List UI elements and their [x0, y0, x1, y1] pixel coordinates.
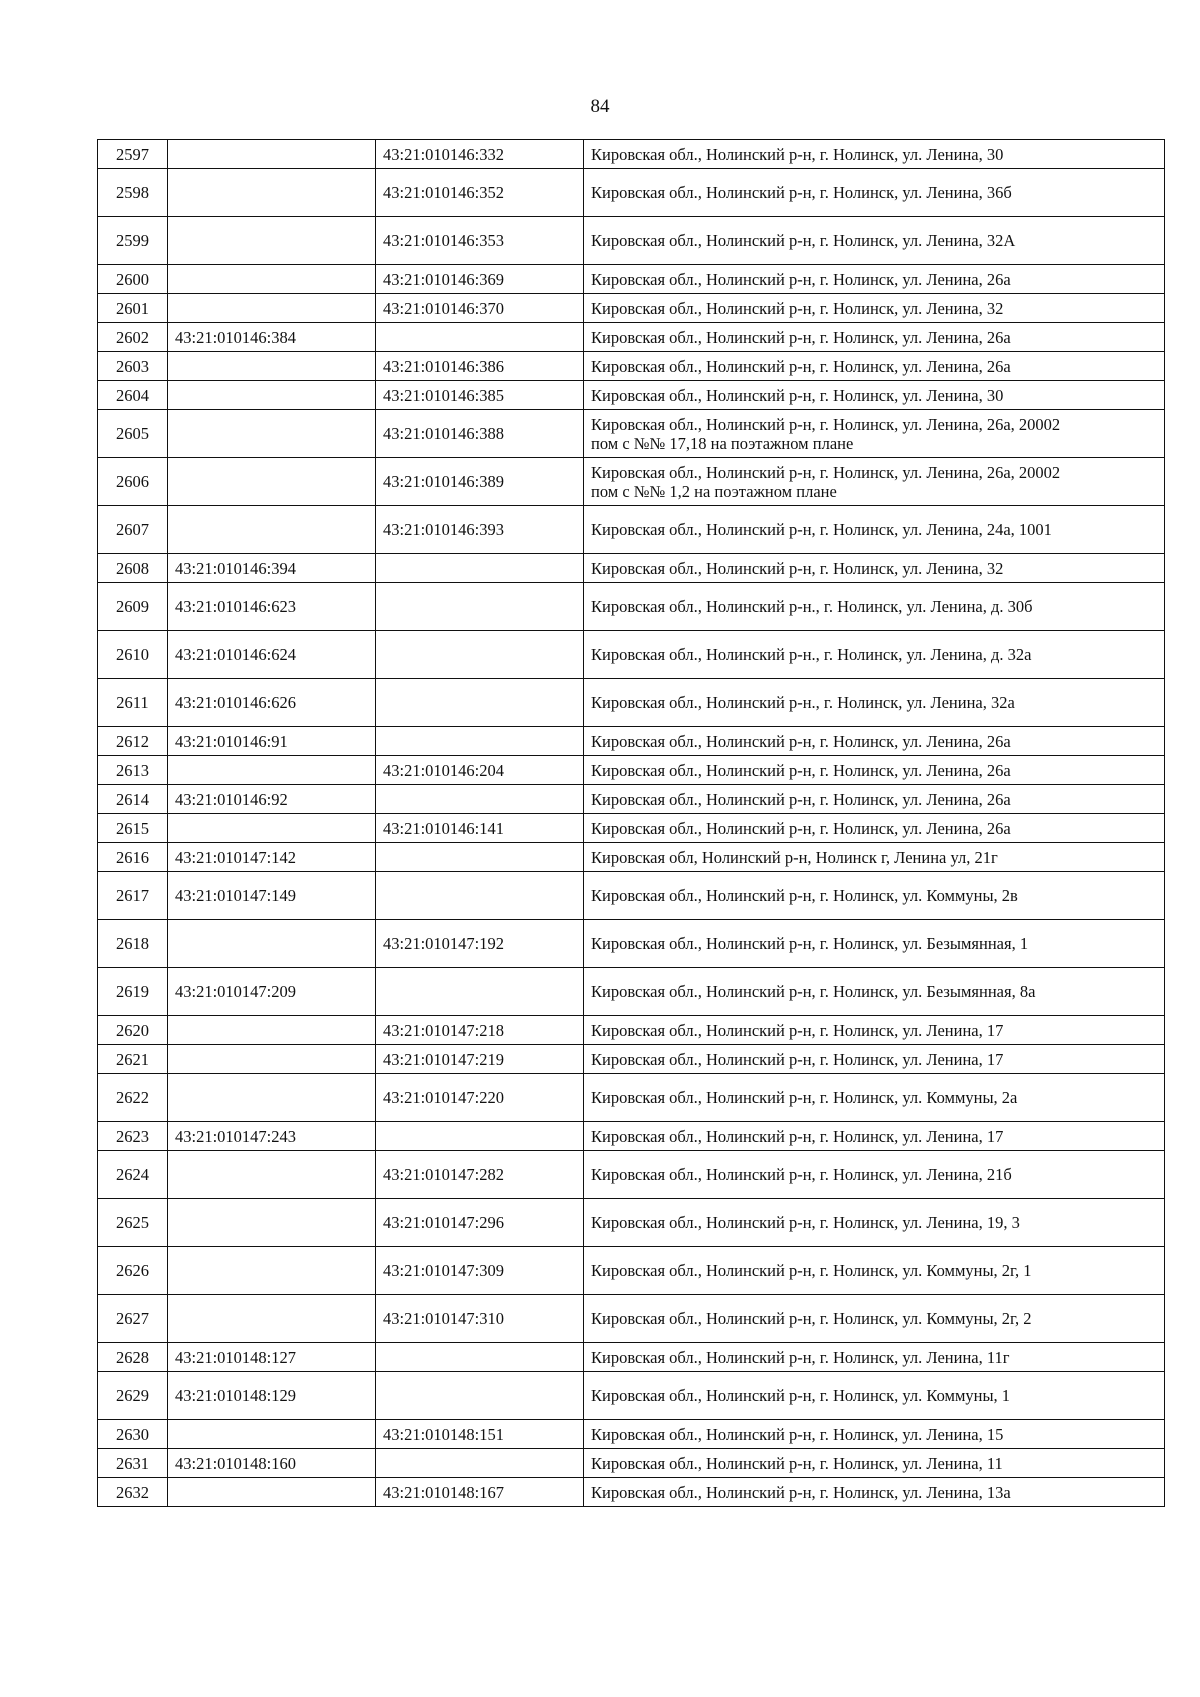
table-row — [98, 323, 1165, 352]
cadastral-number-alt-cell: 43:21:010146:353 — [376, 217, 584, 265]
cadastral-number-alt-cell — [376, 631, 584, 679]
row-number-cell: 2618 — [98, 920, 168, 968]
cadastral-number-alt-cell: 43:21:010146:204 — [376, 756, 584, 785]
table-row — [98, 410, 1165, 458]
row-number-cell: 2624 — [98, 1151, 168, 1199]
cadastral-number-alt-cell — [376, 727, 584, 756]
cadastral-number-cell: 43:21:010146:394 — [168, 554, 376, 583]
table-row — [98, 1295, 1165, 1343]
row-number-cell: 2615 — [98, 814, 168, 843]
address-line: Кировская обл., Нолинский р-н, г. Нолинск, ул. Ленина, 26а — [591, 327, 1011, 347]
cadastral-number-alt-cell — [376, 1343, 584, 1372]
address-cell — [584, 631, 1165, 679]
address-line: Кировская обл., Нолинский р-н, г. Нолинск, ул. Ленина, 17 — [591, 1049, 1004, 1069]
address-cell — [584, 381, 1165, 410]
table-row — [98, 872, 1165, 920]
cadastral-number-alt-cell: 43:21:010147:296 — [376, 1199, 584, 1247]
address-line: Кировская обл., Нолинский р-н, г. Нолинск, ул. Ленина, 19, 3 — [591, 1213, 1020, 1232]
cadastral-number-alt-cell — [376, 1449, 584, 1478]
cadastral-number-cell — [168, 352, 376, 381]
table-row — [98, 1449, 1165, 1478]
address-line: Кировская обл., Нолинский р-н, г. Нолинск, ул. Ленина, 17 — [591, 1126, 1004, 1146]
cadastral-number-cell — [168, 140, 376, 169]
address-cell — [584, 554, 1165, 583]
address-line: Кировская обл., Нолинский р-н, г. Нолинск, ул. Коммуны, 2в — [591, 886, 1018, 905]
row-number-cell: 2619 — [98, 968, 168, 1016]
cadastral-number-cell: 43:21:010146:624 — [168, 631, 376, 679]
cadastral-number-alt-cell: 43:21:010146:386 — [376, 352, 584, 381]
row-number-cell: 2606 — [98, 458, 168, 506]
address-line: Кировская обл., Нолинский р-н, г. Нолинск, ул. Ленина, 11г — [591, 1347, 1010, 1367]
address-line: Кировская обл., Нолинский р-н, г. Нолинск, ул. Коммуны, 1 — [591, 1386, 1011, 1405]
address-cell — [584, 1247, 1165, 1295]
table-row — [98, 756, 1165, 785]
address-cell — [584, 872, 1165, 920]
cadastral-number-alt-cell — [376, 785, 584, 814]
address-line: Кировская обл., Нолинский р-н, г. Нолинск, ул. Ленина, 17 — [591, 1020, 1004, 1040]
address-line: Кировская обл., Нолинский р-н, г. Нолинск, ул. Ленина, 26а, 20002 — [591, 462, 1061, 482]
registry-body — [98, 140, 1165, 1507]
address-cell — [584, 458, 1165, 506]
cadastral-number-cell — [168, 1151, 376, 1199]
table-row — [98, 1045, 1165, 1074]
cadastral-number-cell — [168, 756, 376, 785]
address-cell — [584, 1478, 1165, 1507]
row-number-cell: 2627 — [98, 1295, 168, 1343]
row-number-cell: 2605 — [98, 410, 168, 458]
address-cell — [584, 785, 1165, 814]
address-line-2: пом с №№ 17,18 на поэтажном плане — [591, 433, 854, 453]
table-row — [98, 1074, 1165, 1122]
cadastral-number-cell — [168, 458, 376, 506]
cadastral-number-cell — [168, 1478, 376, 1507]
row-number-cell: 2622 — [98, 1074, 168, 1122]
table-row — [98, 1343, 1165, 1372]
table-row — [98, 1478, 1165, 1507]
cadastral-number-alt-cell: 43:21:010146:370 — [376, 294, 584, 323]
address-cell — [584, 843, 1165, 872]
table-row — [98, 169, 1165, 217]
cadastral-number-cell — [168, 169, 376, 217]
cadastral-number-cell — [168, 1247, 376, 1295]
address-line: Кировская обл., Нолинский р-н, г. Нолинск, ул. Ленина, 26а — [591, 269, 1011, 289]
cadastral-number-cell — [168, 1199, 376, 1247]
cadastral-number-alt-cell: 43:21:010147:218 — [376, 1016, 584, 1045]
cadastral-number-cell — [168, 381, 376, 410]
address-line: Кировская обл., Нолинский р-н, г. Нолинск, ул. Ленина, 26а — [591, 818, 1011, 838]
table-row — [98, 583, 1165, 631]
address-line: Кировская обл., Нолинский р-н, г. Нолинск, ул. Ленина, 32 — [591, 298, 1004, 318]
address-line: Кировская обл., Нолинский р-н., г. Нолинск, ул. Ленина, д. 30б — [591, 597, 1033, 616]
address-line: Кировская обл., Нолинский р-н, г. Нолинск, ул. Ленина, 26а — [591, 731, 1011, 751]
cadastral-number-cell — [168, 410, 376, 458]
cadastral-number-cell: 43:21:010146:623 — [168, 583, 376, 631]
row-number-cell: 2604 — [98, 381, 168, 410]
cadastral-number-alt-cell — [376, 872, 584, 920]
row-number-cell: 2600 — [98, 265, 168, 294]
cadastral-number-cell — [168, 1016, 376, 1045]
address-cell — [584, 1199, 1165, 1247]
table-row — [98, 1151, 1165, 1199]
cadastral-number-cell — [168, 217, 376, 265]
address-cell — [584, 1074, 1165, 1122]
address-line: Кировская обл., Нолинский р-н, г. Нолинск, ул. Ленина, 24а, 1001 — [591, 520, 1052, 539]
table-row — [98, 352, 1165, 381]
address-line: Кировская обл., Нолинский р-н, г. Нолинск, ул. Ленина, 26а — [591, 760, 1011, 780]
table-row — [98, 1372, 1165, 1420]
cadastral-number-alt-cell: 43:21:010148:151 — [376, 1420, 584, 1449]
address-cell — [584, 1449, 1165, 1478]
table-row — [98, 217, 1165, 265]
table-row — [98, 458, 1165, 506]
address-cell — [584, 294, 1165, 323]
row-number-cell: 2611 — [98, 679, 168, 727]
address-cell — [584, 1372, 1165, 1420]
address-cell — [584, 265, 1165, 294]
cadastral-number-cell: 43:21:010148:129 — [168, 1372, 376, 1420]
address-line-2: пом с №№ 1,2 на поэтажном плане — [591, 481, 837, 501]
row-number-cell: 2612 — [98, 727, 168, 756]
row-number-cell: 2623 — [98, 1122, 168, 1151]
cadastral-number-cell: 43:21:010148:127 — [168, 1343, 376, 1372]
cadastral-number-alt-cell: 43:21:010146:332 — [376, 140, 584, 169]
cadastral-number-alt-cell: 43:21:010146:393 — [376, 506, 584, 554]
cadastral-number-alt-cell — [376, 968, 584, 1016]
table-row — [98, 968, 1165, 1016]
row-number-cell: 2601 — [98, 294, 168, 323]
cadastral-number-cell — [168, 1045, 376, 1074]
table-row — [98, 265, 1165, 294]
row-number-cell: 2616 — [98, 843, 168, 872]
table-row — [98, 920, 1165, 968]
row-number-cell: 2597 — [98, 140, 168, 169]
row-number-cell: 2629 — [98, 1372, 168, 1420]
table-row — [98, 1420, 1165, 1449]
address-cell — [584, 1343, 1165, 1372]
table-row — [98, 631, 1165, 679]
cadastral-number-alt-cell — [376, 554, 584, 583]
cadastral-number-alt-cell: 43:21:010146:369 — [376, 265, 584, 294]
cadastral-number-cell: 43:21:010147:209 — [168, 968, 376, 1016]
address-cell — [584, 323, 1165, 352]
table-row — [98, 814, 1165, 843]
row-number-cell: 2603 — [98, 352, 168, 381]
address-cell — [584, 140, 1165, 169]
address-line: Кировская обл., Нолинский р-н, г. Нолинск, ул. Коммуны, 2г, 1 — [591, 1261, 1032, 1280]
cadastral-number-alt-cell: 43:21:010147:219 — [376, 1045, 584, 1074]
row-number-cell: 2617 — [98, 872, 168, 920]
cadastral-number-cell — [168, 506, 376, 554]
address-line: Кировская обл., Нолинский р-н, г. Нолинск, ул. Коммуны, 2а — [591, 1088, 1018, 1107]
cadastral-number-alt-cell — [376, 1122, 584, 1151]
row-number-cell: 2610 — [98, 631, 168, 679]
address-line: Кировская обл., Нолинский р-н, г. Нолинск, ул. Безымянная, 8а — [591, 982, 1036, 1001]
cadastral-number-cell: 43:21:010146:384 — [168, 323, 376, 352]
cadastral-number-alt-cell: 43:21:010146:385 — [376, 381, 584, 410]
address-line: Кировская обл, Нолинский р-н, Нолинск г, Ленина ул, 21г — [591, 847, 998, 867]
address-line: Кировская обл., Нолинский р-н, г. Нолинск, ул. Ленина, 36б — [591, 183, 1012, 202]
address-line: Кировская обл., Нолинский р-н., г. Нолинск, ул. Ленина, д. 32а — [591, 645, 1032, 664]
address-cell — [584, 410, 1165, 458]
address-cell — [584, 756, 1165, 785]
address-cell — [584, 920, 1165, 968]
address-cell — [584, 1420, 1165, 1449]
table-row — [98, 1016, 1165, 1045]
address-line: Кировская обл., Нолинский р-н, г. Нолинск, ул. Ленина, 26а — [591, 789, 1011, 809]
address-cell — [584, 583, 1165, 631]
address-line: Кировская обл., Нолинский р-н, г. Нолинск, ул. Безымянная, 1 — [591, 934, 1029, 953]
address-cell — [584, 1016, 1165, 1045]
address-cell — [584, 727, 1165, 756]
address-cell — [584, 814, 1165, 843]
table-row — [98, 294, 1165, 323]
cadastral-number-cell: 43:21:010146:92 — [168, 785, 376, 814]
address-line: Кировская обл., Нолинский р-н, г. Нолинск, ул. Ленина, 26а — [591, 356, 1011, 376]
cadastral-number-alt-cell — [376, 323, 584, 352]
address-cell — [584, 1151, 1165, 1199]
address-cell — [584, 217, 1165, 265]
address-cell — [584, 1122, 1165, 1151]
address-line: Кировская обл., Нолинский р-н, г. Нолинск, ул. Ленина, 32А — [591, 231, 1016, 250]
cadastral-number-alt-cell — [376, 1372, 584, 1420]
table-row — [98, 381, 1165, 410]
address-cell — [584, 1045, 1165, 1074]
row-number-cell: 2602 — [98, 323, 168, 352]
cadastral-number-cell — [168, 265, 376, 294]
cadastral-number-alt-cell: 43:21:010146:388 — [376, 410, 584, 458]
cadastral-number-cell: 43:21:010146:626 — [168, 679, 376, 727]
cadastral-number-alt-cell: 43:21:010146:389 — [376, 458, 584, 506]
cadastral-number-alt-cell: 43:21:010147:192 — [376, 920, 584, 968]
row-number-cell: 2607 — [98, 506, 168, 554]
address-line: Кировская обл., Нолинский р-н, г. Нолинск, ул. Коммуны, 2г, 2 — [591, 1309, 1032, 1328]
table-row — [98, 843, 1165, 872]
address-line: Кировская обл., Нолинский р-н, г. Нолинск, ул. Ленина, 30 — [591, 144, 1004, 164]
cadastral-number-cell: 43:21:010147:149 — [168, 872, 376, 920]
cadastral-number-cell — [168, 1074, 376, 1122]
table-row — [98, 727, 1165, 756]
address-line: Кировская обл., Нолинский р-н, г. Нолинск, ул. Ленина, 32 — [591, 558, 1004, 578]
row-number-cell: 2626 — [98, 1247, 168, 1295]
row-number-cell: 2598 — [98, 169, 168, 217]
page-number: 84 — [590, 96, 610, 117]
address-cell — [584, 679, 1165, 727]
address-cell — [584, 169, 1165, 217]
table-row — [98, 1122, 1165, 1151]
address-line: Кировская обл., Нолинский р-н, г. Нолинск, ул. Ленина, 21б — [591, 1165, 1012, 1184]
cadastral-number-cell — [168, 814, 376, 843]
cadastral-number-alt-cell — [376, 843, 584, 872]
row-number-cell: 2628 — [98, 1343, 168, 1372]
cadastral-number-alt-cell — [376, 583, 584, 631]
row-number-cell: 2630 — [98, 1420, 168, 1449]
row-number-cell: 2613 — [98, 756, 168, 785]
row-number-cell: 2614 — [98, 785, 168, 814]
cadastral-number-alt-cell: 43:21:010147:282 — [376, 1151, 584, 1199]
row-number-cell: 2631 — [98, 1449, 168, 1478]
row-number-cell: 2632 — [98, 1478, 168, 1507]
row-number-cell: 2625 — [98, 1199, 168, 1247]
table-row — [98, 506, 1165, 554]
cadastral-number-cell: 43:21:010147:243 — [168, 1122, 376, 1151]
address-cell — [584, 1295, 1165, 1343]
property-registry-table — [97, 139, 1165, 1507]
table-row — [98, 1199, 1165, 1247]
row-number-cell: 2609 — [98, 583, 168, 631]
cadastral-number-cell: 43:21:010148:160 — [168, 1449, 376, 1478]
cadastral-number-alt-cell — [376, 679, 584, 727]
cadastral-number-cell — [168, 920, 376, 968]
table-row — [98, 785, 1165, 814]
address-line: Кировская обл., Нолинский р-н., г. Нолинск, ул. Ленина, 32а — [591, 693, 1015, 712]
row-number-cell: 2620 — [98, 1016, 168, 1045]
address-line: Кировская обл., Нолинский р-н, г. Нолинск, ул. Ленина, 30 — [591, 385, 1004, 405]
row-number-cell: 2621 — [98, 1045, 168, 1074]
cadastral-number-alt-cell: 43:21:010147:309 — [376, 1247, 584, 1295]
table-row — [98, 140, 1165, 169]
address-cell — [584, 506, 1165, 554]
table-row — [98, 1247, 1165, 1295]
cadastral-number-alt-cell: 43:21:010148:167 — [376, 1478, 584, 1507]
cadastral-number-alt-cell: 43:21:010146:352 — [376, 169, 584, 217]
row-number-cell: 2608 — [98, 554, 168, 583]
cadastral-number-alt-cell: 43:21:010147:220 — [376, 1074, 584, 1122]
address-cell — [584, 968, 1165, 1016]
row-number-cell: 2599 — [98, 217, 168, 265]
address-line: Кировская обл., Нолинский р-н, г. Нолинск, ул. Ленина, 26а, 20002 — [591, 414, 1061, 434]
table-row — [98, 679, 1165, 727]
table-row — [98, 554, 1165, 583]
address-line: Кировская обл., Нолинский р-н, г. Нолинск, ул. Ленина, 11 — [591, 1453, 1003, 1473]
cadastral-number-cell — [168, 1295, 376, 1343]
cadastral-number-alt-cell: 43:21:010146:141 — [376, 814, 584, 843]
address-cell — [584, 352, 1165, 381]
address-line: Кировская обл., Нолинский р-н, г. Нолинск, ул. Ленина, 15 — [591, 1424, 1004, 1444]
cadastral-number-cell: 43:21:010147:142 — [168, 843, 376, 872]
cadastral-number-cell — [168, 294, 376, 323]
cadastral-number-alt-cell: 43:21:010147:310 — [376, 1295, 584, 1343]
cadastral-number-cell: 43:21:010146:91 — [168, 727, 376, 756]
address-line: Кировская обл., Нолинский р-н, г. Нолинск, ул. Ленина, 13а — [591, 1482, 1011, 1502]
cadastral-number-cell — [168, 1420, 376, 1449]
